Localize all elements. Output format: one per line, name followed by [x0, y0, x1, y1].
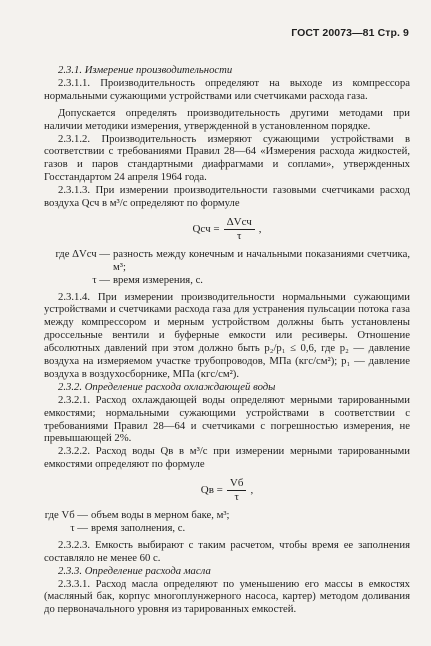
definition-text: время измерения, с. — [113, 273, 203, 286]
definition-term: где ΔVсч — — [55, 247, 110, 260]
definition — [44, 274, 410, 287]
formula-lhs: Qв = — [200, 484, 223, 497]
definition-term: τ — — [70, 521, 88, 534]
formula-comma: , — [250, 484, 254, 497]
paragraph: 2.3.2.3. Емкость выбирают с таким расчетом, чтобы время ее заполнения составляло не менее 60 с. — [44, 538, 410, 564]
definition — [44, 522, 410, 535]
document-body — [44, 64, 410, 616]
formula-numerator: ΔVсч — [224, 216, 255, 230]
definition-text: объем воды в мерном баке, м³; — [91, 509, 230, 521]
paragraph: 2.3.1.4. При измерении производительности нормальными сужающими устройствами и счетчиками расхода газа для устранения пульсации потока газа между компрессором и мерным устройством должны быть установлены дроссельные вентили и буферные емкости или ресиверы. Отношение абсолютных давлений при этом должно быть p₂/p₁ ≤ 0,6, где p₂ — давление воздуха на измеряемом участке трубопроводов, МПа (кгс/см²); p₁ — давление воздуха в воздухосборнике, МПа (кгс/см²). — [44, 290, 410, 380]
paragraph: Допускается определять производительность другими методами при наличии методики измерения, утвержденной в установленном порядке. — [44, 106, 410, 132]
formula-denominator: τ — [236, 229, 242, 242]
formula-denominator: τ — [234, 491, 239, 504]
formula-numerator: Vб — [227, 477, 247, 491]
definition-term: где Vб — — [44, 509, 88, 521]
section-heading: 2.3.3. Определение расхода масла — [58, 564, 211, 577]
paragraph: 2.3.1.3. При измерении производительности газовыми счетчиками расход воздуха Qсч в м³/с определяют по формуле — [44, 184, 410, 210]
definition-text: время заполнения, с. — [91, 521, 186, 534]
definition — [44, 248, 410, 274]
paragraph: 2.3.2.1. Расход охлаждающей воды определяют мерными тарированными емкостями; нормальными сужающими устройствами в соответствии с требованиями Правил 28—64 и счетчиками с погрешностью измерения, не превышающей 2%. — [44, 393, 410, 445]
definition-text: разность между конечным и начальными показаниями счетчика, м³; — [113, 247, 410, 273]
paragraph: 2.3.1.1. Производительность определяют на выходе из компрессора нормальными сужающими устройствами или счетчиками расхода газа. — [44, 76, 410, 102]
definition-term: τ — — [92, 273, 110, 286]
formula-water-flow — [44, 477, 410, 504]
formula-comma: , — [258, 222, 262, 235]
section-heading: 2.3.1. Измерение производительности — [58, 64, 233, 76]
formula-lhs: Qсч = — [192, 222, 220, 235]
page-header: ГОСТ 20073—81 Стр. 9 — [291, 27, 409, 39]
paragraph: 2.3.2.2. Расход воды Qв в м³/с при измерении мерными тарированными емкостями определяют по формуле — [44, 445, 410, 471]
formula-fraction — [227, 477, 247, 504]
paragraph: 2.3.3.1. Расход масла определяют по уменьшению его массы в емкостях (масляный бак, корпус многоплунжерного насоса, картер) методом доливания до первоначального уровня из тарированных емкостей. — [44, 577, 410, 616]
paragraph: 2.3.1.2. Производительность измеряют сужающими устройствами в соответствии с требованиями Правил 28—64 «Измерения расхода жидкостей, газов и паров стандартными диафрагмами и соплами», утвержденных Госстандартом 24 апреля 1964 года. — [44, 132, 410, 184]
formula-fraction — [224, 216, 255, 243]
section-heading: 2.3.2. Определение расхода охлаждающей воды — [58, 380, 276, 393]
formula-gas-flow — [44, 216, 410, 243]
definition — [44, 509, 410, 522]
